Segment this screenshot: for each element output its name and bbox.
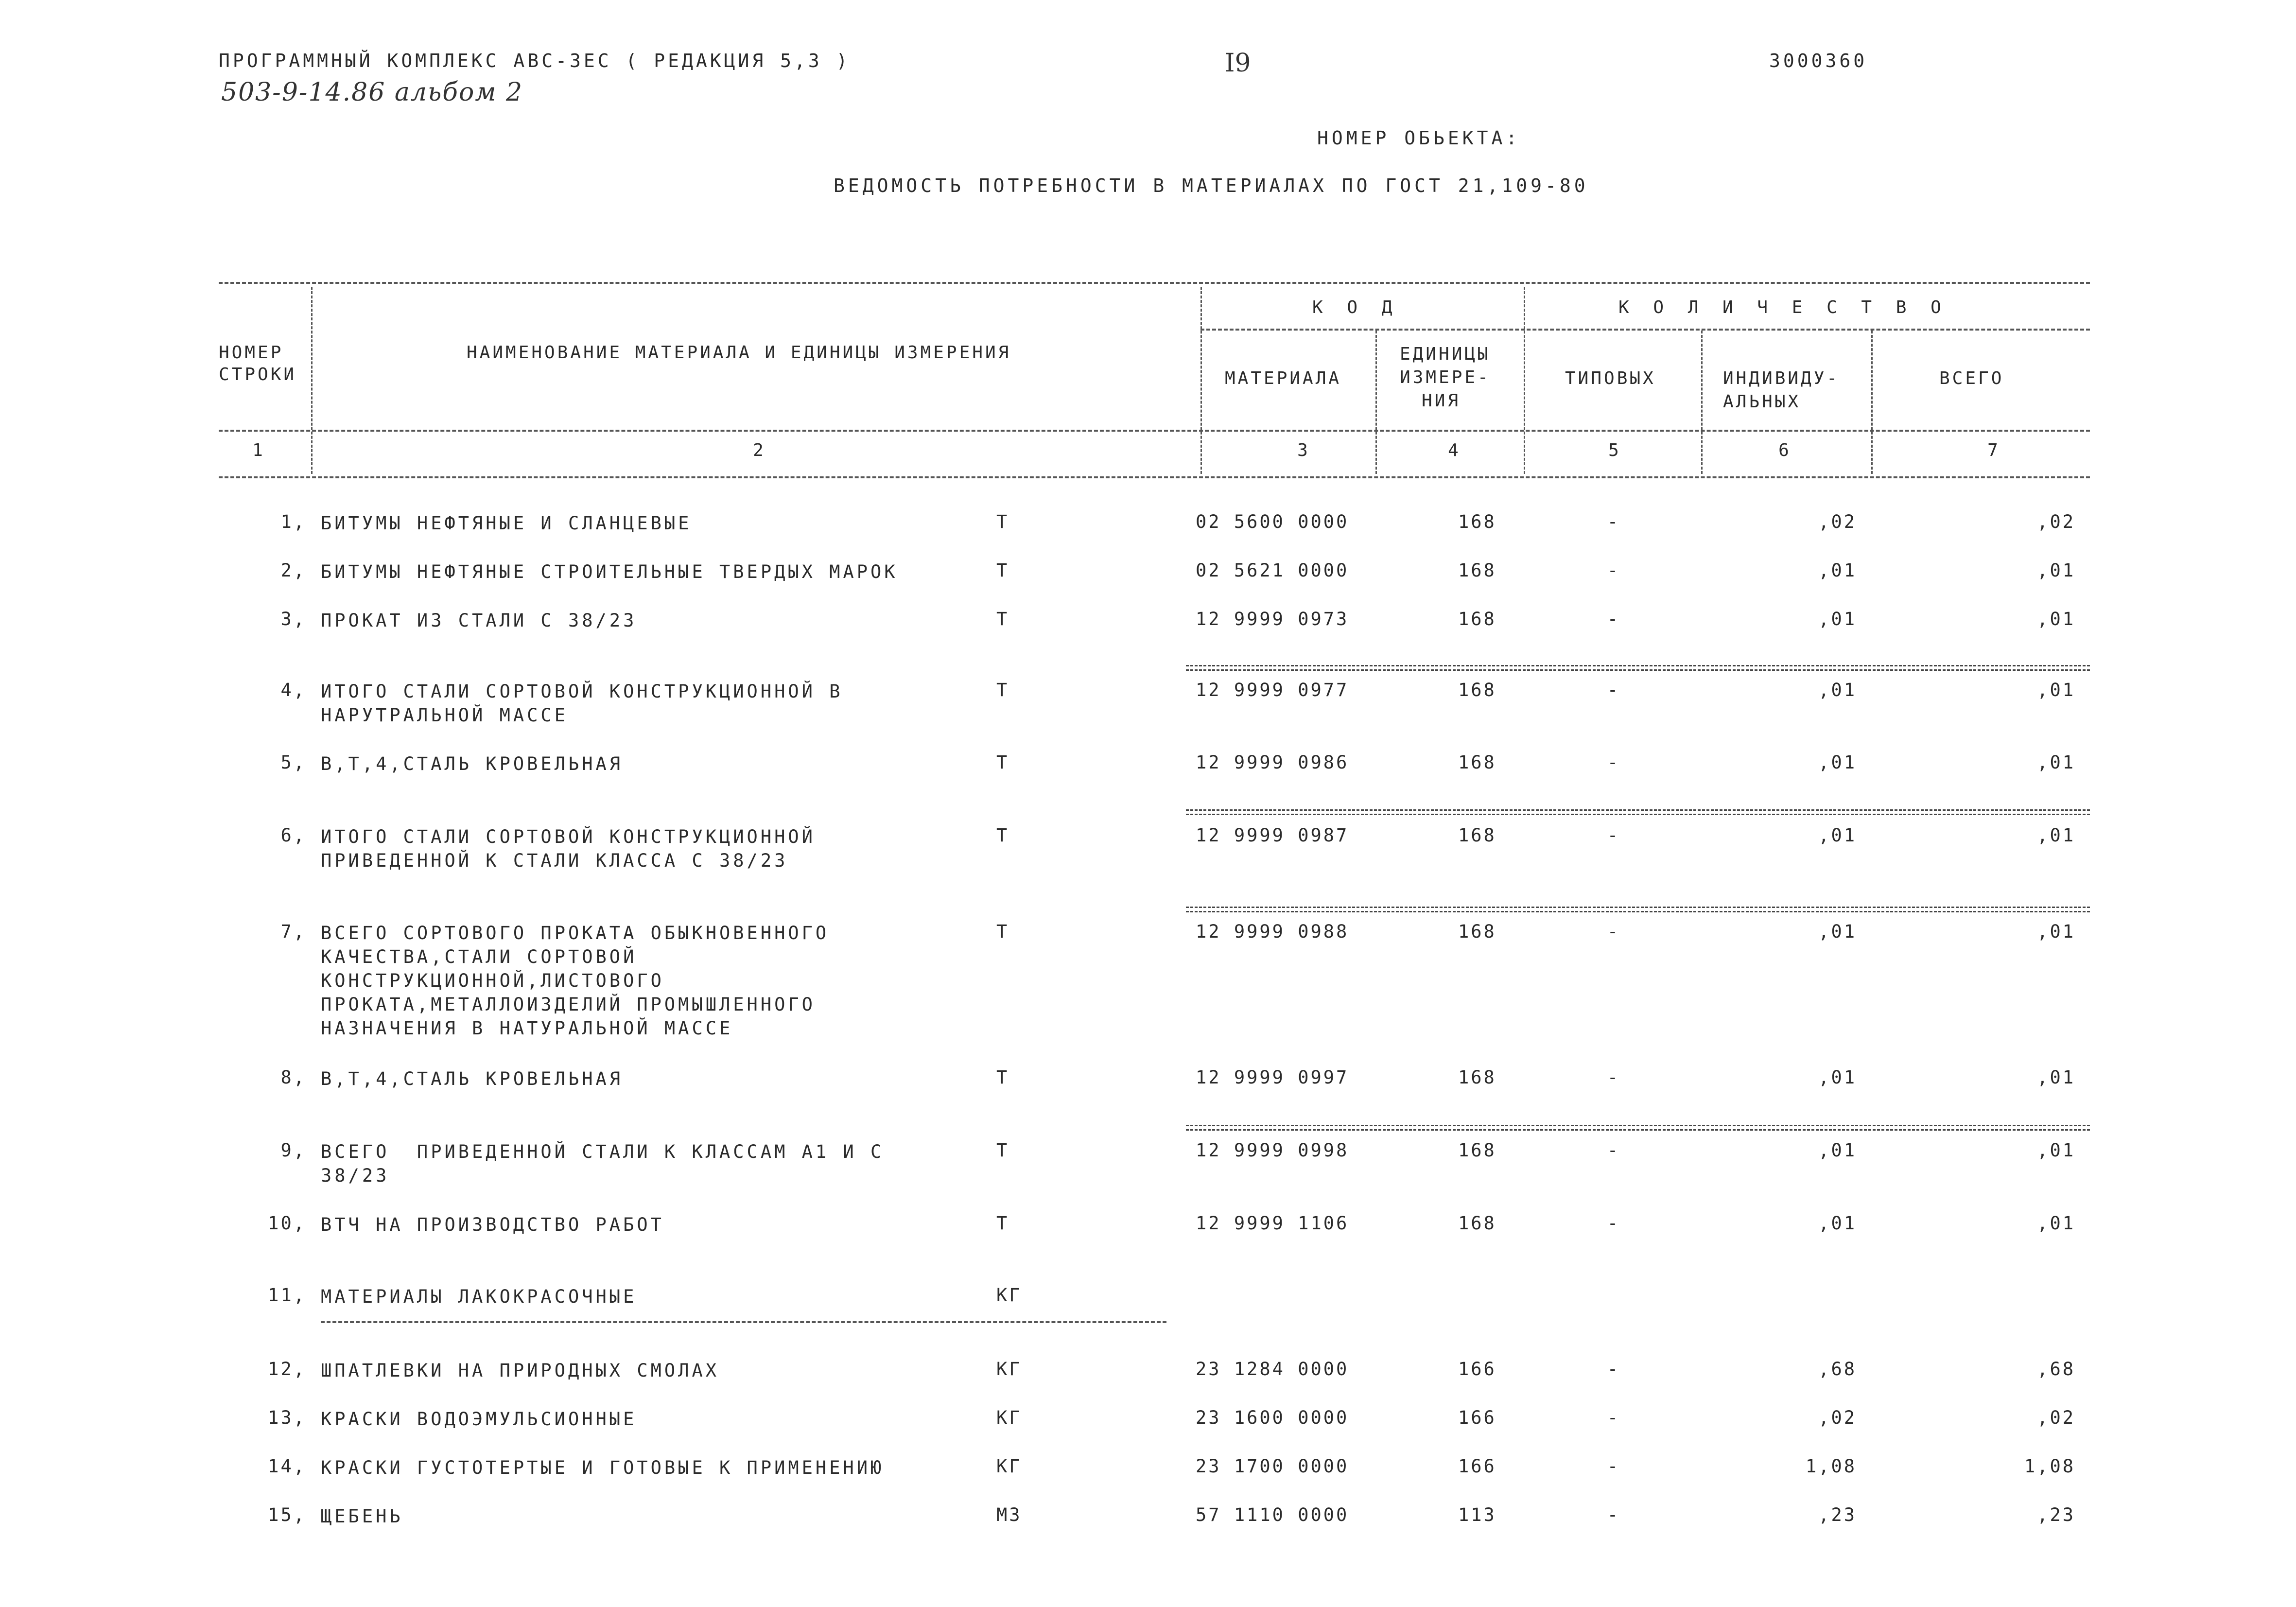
header-code-unit-3: НИЯ — [1422, 391, 1461, 411]
qty-typical: - — [1607, 752, 1620, 773]
qty-total: ,01 — [2037, 680, 2075, 700]
header-code-material: МАТЕРИАЛА — [1225, 368, 1342, 388]
material-code: 12 9999 0973 — [1196, 609, 1349, 629]
col-number-2: 2 — [753, 440, 764, 460]
qty-total: ,01 — [2037, 1140, 2075, 1161]
unit-of-measure: Т — [996, 921, 1009, 942]
qty-total: 1,08 — [2024, 1456, 2075, 1477]
col-sep-3 — [1375, 331, 1377, 474]
handwritten-note: 503-9-14.86 альбом 2 — [221, 78, 523, 107]
unit-of-measure: КГ — [996, 1359, 1022, 1380]
unit-of-measure: Т — [996, 1067, 1009, 1088]
qty-typical: - — [1607, 560, 1620, 581]
unit-code: 168 — [1458, 752, 1496, 773]
unit-code: 166 — [1458, 1407, 1496, 1428]
page-number: I9 — [1225, 49, 1251, 78]
qty-typical: - — [1607, 1359, 1620, 1380]
material-name: КРАСКИ ВОДОЭМУЛЬСИОННЫЕ — [321, 1409, 637, 1430]
material-name: ШПАТЛЕВКИ НА ПРИРОДНЫХ СМОЛАХ — [321, 1360, 720, 1381]
page-title: ВЕДОМОСТЬ ПОТРЕБНОСТИ В МАТЕРИАЛАХ ПО ГОСТ 21,109-80 — [834, 175, 1589, 196]
material-code: 12 9999 0998 — [1196, 1140, 1349, 1161]
row-number: 11, — [268, 1285, 306, 1306]
unit-of-measure: Т — [996, 560, 1009, 581]
row-number: 10, — [268, 1213, 306, 1234]
unit-of-measure: М3 — [996, 1504, 1022, 1525]
qty-total: ,01 — [2037, 1067, 2075, 1088]
qty-typical: - — [1607, 511, 1620, 532]
unit-code: 168 — [1458, 921, 1496, 942]
col-number-1: 1 — [252, 440, 263, 460]
section-rule-11 — [321, 1321, 1166, 1323]
unit-of-measure: Т — [996, 609, 1009, 629]
material-name: БИТУМЫ НЕФТЯНЫЕ СТРОИТЕЛЬНЫЕ ТВЕРДЫХ МАРОК — [321, 561, 898, 582]
col-sep-5 — [1701, 331, 1703, 474]
qty-total: ,01 — [2037, 921, 2075, 942]
unit-of-measure: Т — [996, 825, 1009, 846]
col-number-3: 3 — [1297, 440, 1308, 460]
qty-individual: ,01 — [1818, 1213, 1857, 1234]
qty-total: ,01 — [2037, 752, 2075, 773]
material-name: КРАСКИ ГУСТОТЕРТЫЕ И ГОТОВЫЕ К ПРИМЕНЕНИЮ — [321, 1457, 885, 1478]
header-row-number-2: СТРОКИ — [219, 365, 297, 384]
header-name: НАИМЕНОВАНИЕ МАТЕРИАЛА И ЕДИНИЦЫ ИЗМЕРЕНИЯ — [467, 343, 1011, 363]
unit-of-measure: КГ — [996, 1285, 1022, 1306]
qty-total: ,01 — [2037, 825, 2075, 846]
unit-code: 168 — [1458, 511, 1496, 532]
row-number: 6, — [280, 825, 306, 846]
unit-of-measure: Т — [996, 511, 1009, 532]
qty-typical: - — [1607, 825, 1620, 846]
material-code: 23 1284 0000 — [1196, 1359, 1349, 1380]
material-code: 02 5600 0000 — [1196, 511, 1349, 532]
material-code: 57 1110 0000 — [1196, 1504, 1349, 1525]
qty-total: ,01 — [2037, 609, 2075, 629]
row-number: 15, — [268, 1504, 306, 1525]
row-number: 14, — [268, 1456, 306, 1477]
qty-individual: ,01 — [1818, 609, 1857, 629]
column-numbers-rule — [219, 476, 2090, 478]
material-code: 12 9999 0997 — [1196, 1067, 1349, 1088]
material-name: ПРОКАТ ИЗ СТАЛИ С 38/23 — [321, 610, 637, 631]
row-number: 7, — [280, 921, 306, 942]
col-number-4: 4 — [1448, 440, 1459, 460]
material-name: ВСЕГО ПРИВЕДЕННОЙ СТАЛИ К КЛАССАМ А1 И С 38/23 — [321, 1141, 885, 1186]
qty-individual: ,01 — [1818, 921, 1857, 942]
qty-typical: - — [1607, 680, 1620, 700]
header-bottom-rule — [219, 430, 2090, 432]
qty-individual: ,02 — [1818, 511, 1857, 532]
qty-total: ,01 — [2037, 1213, 2075, 1234]
qty-typical: - — [1607, 1140, 1620, 1161]
unit-of-measure: КГ — [996, 1407, 1022, 1428]
qty-typical: - — [1607, 1504, 1620, 1525]
row-number: 8, — [280, 1067, 306, 1088]
qty-typical: - — [1607, 921, 1620, 942]
qty-individual: ,01 — [1818, 1140, 1857, 1161]
col-number-5: 5 — [1608, 440, 1619, 460]
object-number-label: НОМЕР ОБЬЕКТА: — [1317, 127, 1521, 149]
material-code: 12 9999 0987 — [1196, 825, 1349, 846]
col-sep-1 — [311, 287, 313, 474]
unit-code: 168 — [1458, 1213, 1496, 1234]
material-name: ВТЧ НА ПРОИЗВОДСТВО РАБОТ — [321, 1214, 664, 1235]
unit-code: 166 — [1458, 1456, 1496, 1477]
qty-total: ,01 — [2037, 560, 2075, 581]
qty-individual: ,01 — [1818, 1067, 1857, 1088]
qty-individual: ,01 — [1818, 825, 1857, 846]
qty-individual: ,01 — [1818, 560, 1857, 581]
header-qty-individual-2: АЛЬНЫХ — [1723, 392, 1801, 412]
col-sep-4 — [1524, 287, 1525, 474]
unit-of-measure: Т — [996, 1213, 1009, 1234]
qty-total: ,23 — [2037, 1504, 2075, 1525]
row-number: 9, — [280, 1140, 306, 1161]
qty-individual: ,68 — [1818, 1359, 1857, 1380]
qty-typical: - — [1607, 1213, 1620, 1234]
unit-code: 168 — [1458, 1140, 1496, 1161]
col-sep-6 — [1871, 331, 1873, 474]
subtotal-rule-7 — [1186, 907, 2090, 912]
unit-of-measure: Т — [996, 680, 1009, 700]
material-code: 23 1600 0000 — [1196, 1407, 1349, 1428]
qty-individual: ,23 — [1818, 1504, 1857, 1525]
qty-typical: - — [1607, 1067, 1620, 1088]
unit-of-measure: КГ — [996, 1456, 1022, 1477]
unit-code: 168 — [1458, 1067, 1496, 1088]
material-name: МАТЕРИАЛЫ ЛАКОКРАСОЧНЫЕ — [321, 1286, 637, 1307]
unit-code: 168 — [1458, 680, 1496, 700]
header-qty-total: ВСЕГО — [1939, 368, 2004, 388]
material-name: В,Т,4,СТАЛЬ КРОВЕЛЬНАЯ — [321, 1068, 624, 1089]
material-name: БИТУМЫ НЕФТЯНЫЕ И СЛАНЦЕВЫЕ — [321, 513, 692, 534]
header-code-unit-2: ИЗМЕРЕ- — [1400, 367, 1491, 387]
header-code-unit-1: ЕДИНИЦЫ — [1400, 344, 1491, 364]
material-code: 12 9999 0986 — [1196, 752, 1349, 773]
qty-typical: - — [1607, 1456, 1620, 1477]
material-code: 12 9999 1106 — [1196, 1213, 1349, 1234]
row-number: 12, — [268, 1359, 306, 1380]
header-code-group: К О Д — [1312, 297, 1399, 317]
qty-individual: ,01 — [1818, 752, 1857, 773]
col-number-7: 7 — [1987, 440, 1998, 460]
material-name: ЩЕБЕНЬ — [321, 1506, 403, 1527]
col-sep-2 — [1200, 287, 1202, 474]
row-number: 3, — [280, 609, 306, 629]
document-code: 3000360 — [1769, 50, 1868, 71]
col-number-6: 6 — [1778, 440, 1789, 460]
qty-total: ,02 — [2037, 511, 2075, 532]
row-number: 1, — [280, 511, 306, 532]
material-code: 12 9999 0988 — [1196, 921, 1349, 942]
material-code: 23 1700 0000 — [1196, 1456, 1349, 1477]
material-name: ИТОГО СТАЛИ СОРТОВОЙ КОНСТРУКЦИОННОЙ ПРИВЕДЕННОЙ К СТАЛИ КЛАССА С 38/23 — [321, 826, 816, 871]
header-row-number-1: НОМЕР — [219, 343, 284, 363]
unit-code: 168 — [1458, 609, 1496, 629]
unit-code: 168 — [1458, 560, 1496, 581]
material-code: 12 9999 0977 — [1196, 680, 1349, 700]
qty-total: ,68 — [2037, 1359, 2075, 1380]
unit-code: 166 — [1458, 1359, 1496, 1380]
row-number: 4, — [280, 680, 306, 700]
unit-code: 168 — [1458, 825, 1496, 846]
qty-individual: ,02 — [1818, 1407, 1857, 1428]
qty-typical: - — [1607, 1407, 1620, 1428]
material-name: ИТОГО СТАЛИ СОРТОВОЙ КОНСТРУКЦИОННОЙ В НАРУТРАЛЬНОЙ МАССЕ — [321, 681, 843, 726]
material-code: 02 5621 0000 — [1196, 560, 1349, 581]
qty-individual: 1,08 — [1805, 1456, 1857, 1477]
table-top-rule — [219, 282, 2090, 284]
material-name: В,Т,4,СТАЛЬ КРОВЕЛЬНАЯ — [321, 753, 624, 774]
header-qty-individual-1: ИНДИВИДУ- — [1723, 368, 1840, 388]
unit-code: 113 — [1458, 1504, 1496, 1525]
program-header: ПРОГРАММНЫЙ КОМПЛЕКС АВС-3ЕС ( РЕДАКЦИЯ 5,3 ) — [219, 50, 851, 71]
row-number: 5, — [280, 752, 306, 773]
subtotal-rule-9 — [1186, 1125, 2090, 1131]
row-number: 13, — [268, 1407, 306, 1428]
qty-individual: ,01 — [1818, 680, 1857, 700]
subtotal-rule-4 — [1186, 665, 2090, 671]
qty-typical: - — [1607, 609, 1620, 629]
unit-of-measure: Т — [996, 1140, 1009, 1161]
header-quantity-group: К О Л И Ч Е С Т В О — [1618, 297, 1948, 317]
group-header-rule — [1200, 329, 2090, 331]
subtotal-rule-6 — [1186, 809, 2090, 815]
header-qty-typical: ТИПОВЫХ — [1565, 368, 1656, 388]
material-name: ВСЕГО СОРТОВОГО ПРОКАТА ОБЫКНОВЕННОГО КАЧЕСТВА,СТАЛИ СОРТОВОЙ КОНСТРУКЦИОННОЙ,ЛИСТОВОГО ПРОКАТА,МЕТАЛЛОИЗДЕЛИЙ ПРОМЫШЛЕННОГО НАЗНАЧЕНИЯ В НАТУРАЛЬНОЙ МАССЕ — [321, 923, 830, 1039]
row-number: 2, — [280, 560, 306, 581]
unit-of-measure: Т — [996, 752, 1009, 773]
qty-total: ,02 — [2037, 1407, 2075, 1428]
